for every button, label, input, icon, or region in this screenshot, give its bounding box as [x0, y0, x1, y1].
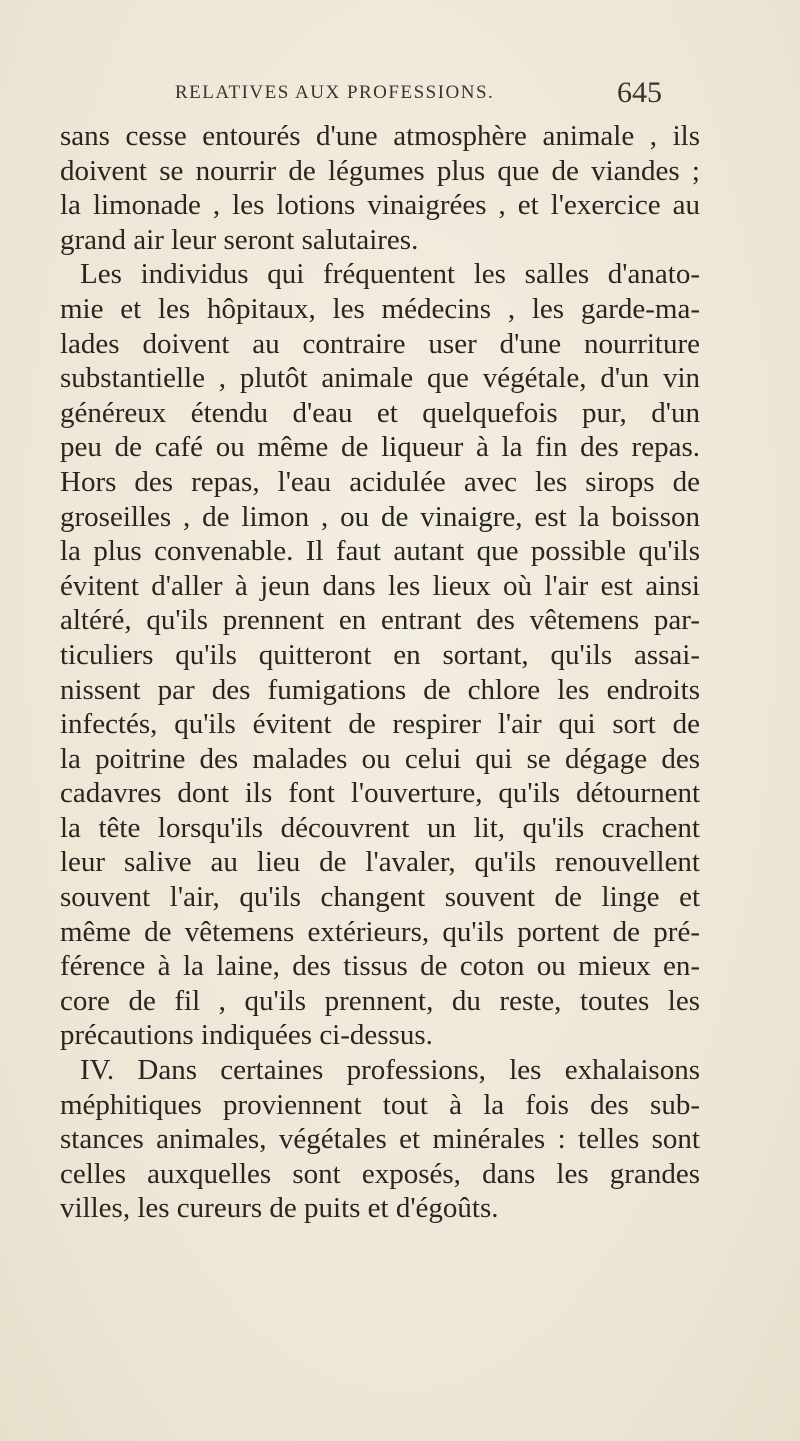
text-line: leur salive au lieu de l'avaler, qu'ils renouvellent: [60, 846, 700, 879]
text-line: peu de café ou même de liqueur à la fin des repas.: [60, 431, 700, 464]
text-line: la poitrine des malades ou celui qui se dégage des: [60, 742, 700, 775]
text-line: méphitiques proviennent tout à la fois des sub-: [60, 1088, 700, 1121]
page-number: 645: [617, 76, 662, 109]
text-line: Hors des repas, l'eau acidulée avec les sirops de: [60, 465, 700, 498]
text-line: altéré, qu'ils prennent en entrant des vêtemens par-: [60, 604, 700, 637]
text-line: la plus convenable. Il faut autant que possible qu'ils: [60, 535, 700, 568]
text-line: ticuliers qu'ils quitteront en sortant, qu'ils assai-: [60, 638, 700, 671]
text-line: cadavres dont ils font l'ouverture, qu'ils détournent: [60, 777, 700, 810]
running-title: RELATIVES AUX PROFESSIONS.: [175, 82, 495, 103]
text-line: même de vêtemens extérieurs, qu'ils portent de pré-: [60, 915, 700, 948]
text-line: celles auxquelles sont exposés, dans les grandes: [60, 1157, 700, 1190]
text-line: sans cesse entourés d'une atmosphère animale , ils: [60, 120, 700, 152]
text-line: la limonade , les lotions vinaigrées , et l'exercice au: [60, 189, 700, 222]
running-head: [60, 76, 690, 120]
text-line: souvent l'air, qu'ils changent souvent de linge et: [60, 881, 700, 914]
text-line: infectés, qu'ils évitent de respirer l'air qui sort de: [60, 708, 700, 741]
text-line: stances animales, végétales et minérales : telles sont: [60, 1123, 700, 1156]
text-line: grand air leur seront salutaires.: [60, 223, 419, 256]
text-line: précautions indiquées ci-dessus.: [60, 1019, 433, 1052]
text-line: villes, les cureurs de puits et d'égoûts.: [60, 1192, 499, 1225]
text-line: Les individus qui fréquentent les salles d'anato-: [80, 258, 700, 291]
text-line: core de fil , qu'ils prennent, du reste, toutes les: [60, 984, 700, 1017]
body-text: [60, 119, 700, 1226]
text-line: nissent par des fumigations de chlore les endroits: [60, 673, 700, 706]
text-line: IV. Dans certaines professions, les exhalaisons: [80, 1054, 700, 1087]
text-line: la tête lorsqu'ils découvrent un lit, qu'ils crachent: [60, 811, 700, 844]
text-line: lades doivent au contraire user d'une nourriture: [60, 327, 700, 360]
text-line: évitent d'aller à jeun dans les lieux où l'air est ainsi: [60, 569, 700, 602]
text-line: généreux étendu d'eau et quelquefois pur, d'un: [60, 396, 700, 429]
text-line: férence à la laine, des tissus de coton ou mieux en-: [60, 950, 700, 983]
text-line: substantielle , plutôt animale que végétale, d'un vin: [60, 362, 700, 395]
text-line: doivent se nourrir de légumes plus que de viandes ;: [60, 154, 700, 187]
text-line: mie et les hôpitaux, les médecins , les garde-ma-: [60, 292, 700, 325]
text-line: groseilles , de limon , ou de vinaigre, est la boisson: [60, 500, 700, 533]
